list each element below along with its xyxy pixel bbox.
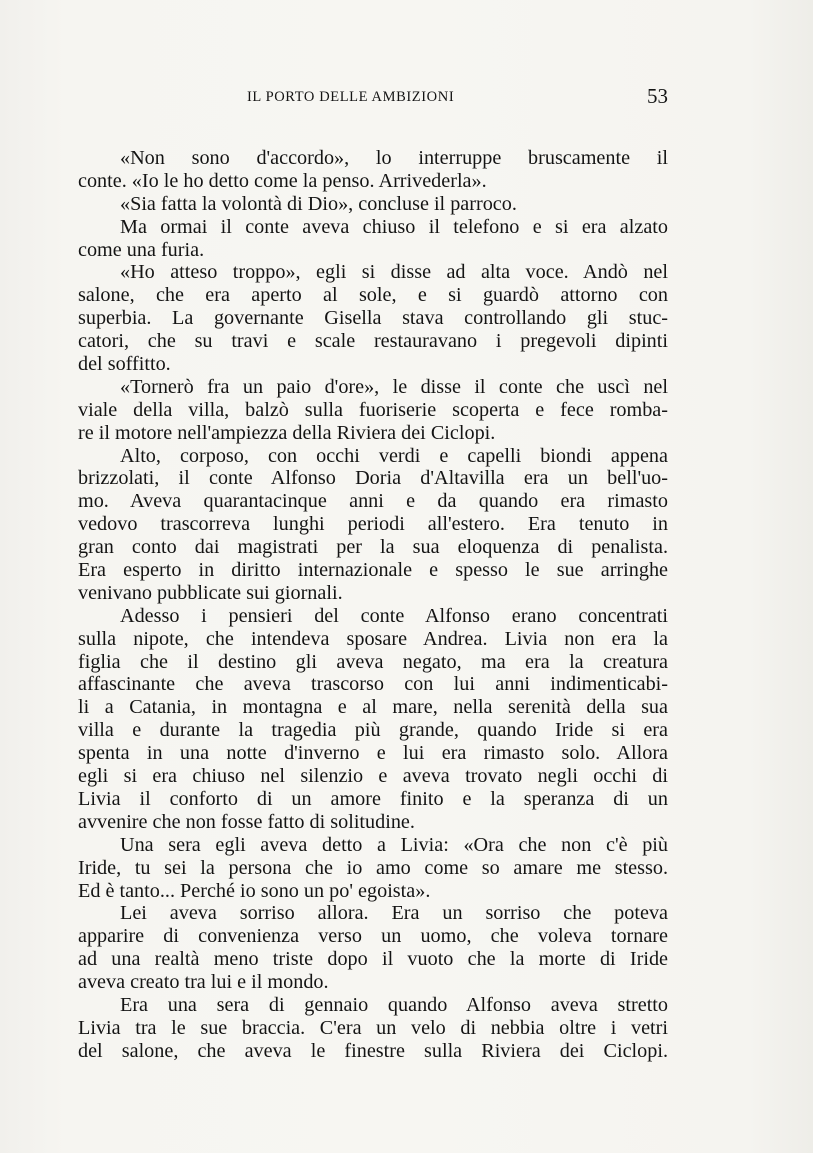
text-line: del salone, che aveva le finestre sulla Riviera dei Ciclopi.: [78, 1039, 668, 1062]
text-line: superbia. La governante Gisella stava controllando gli stuc-: [78, 307, 668, 330]
text-line: conte. «Io le ho detto come la penso. Arrivederla».: [78, 169, 487, 192]
text-line: brizzolati, il conte Alfonso Doria d'Altavilla era un bell'uo-: [78, 467, 668, 490]
text-line: Una sera egli aveva detto a Livia: «Ora che non c'è più: [120, 833, 668, 856]
text-line: Lei aveva sorriso allora. Era un sorriso che poteva: [120, 902, 668, 925]
running-title: IL PORTO DELLE AMBIZIONI: [247, 89, 455, 105]
text-line: come una furia.: [78, 238, 205, 261]
text-line: catori, che su travi e scale restauravano i pregevoli dipinti: [78, 330, 668, 353]
text-line: re il motore nell'ampiezza della Riviera dei Ciclopi.: [78, 421, 496, 444]
text-line: vedovo trascorreva lunghi periodi all'estero. Era tenuto in: [78, 513, 668, 536]
text-line: gran conto dai magistrati per la sua eloquenza di penalista.: [78, 536, 668, 559]
text-line: li a Catania, in montagna e al mare, nella serenità della sua: [78, 696, 668, 719]
text-line: avvenire che non fosse fatto di solitudine.: [78, 810, 415, 833]
text-line: aveva creato tra lui e il mondo.: [78, 971, 329, 994]
text-line: Ma ormai il conte aveva chiuso il telefono e si era alzato: [120, 215, 668, 238]
text-line: affascinante che aveva trascorso con lui anni indimenticabi-: [78, 673, 668, 696]
text-line: «Ho atteso troppo», egli si disse ad alta voce. Andò nel: [120, 261, 668, 284]
page-number: 53: [647, 84, 668, 108]
text-line: «Tornerò fra un paio d'ore», le disse il conte che uscì nel: [120, 375, 668, 398]
text-line: mo. Aveva quarantacinque anni e da quando era rimasto: [78, 490, 668, 513]
text-line: spenta in una notte d'inverno e lui era rimasto solo. Allora: [78, 742, 668, 765]
text-line: salone, che era aperto al sole, e si guardò attorno con: [78, 284, 668, 307]
text-line: figlia che il destino gli aveva negato, ma era la creatura: [78, 650, 668, 673]
text-line: Ed è tanto... Perché io sono un po' egoista».: [78, 879, 431, 902]
text-line: «Sia fatta la volontà di Dio», concluse il parroco.: [120, 192, 517, 215]
text-line: venivano pubblicate sui giornali.: [78, 581, 343, 604]
text-line: Adesso i pensieri del conte Alfonso erano concentrati: [120, 604, 668, 627]
text-line: ad una realtà meno triste dopo il vuoto che la morte di Iride: [78, 948, 668, 971]
text-line: Era una sera di gennaio quando Alfonso aveva stretto: [120, 993, 668, 1016]
running-head: [78, 86, 670, 110]
text-line: viale della villa, balzò sulla fuoriserie scoperta e fece romba-: [78, 398, 668, 421]
text-line: villa e durante la tragedia più grande, quando Iride si era: [78, 719, 668, 742]
text-line: Alto, corposo, con occhi verdi e capelli biondi appena: [120, 444, 668, 467]
body-text: [78, 147, 668, 1063]
text-line: apparire di convenienza verso un uomo, che voleva tornare: [78, 925, 668, 948]
text-line: sulla nipote, che intendeva sposare Andrea. Livia non era la: [78, 627, 668, 650]
text-line: egli si era chiuso nel silenzio e aveva trovato negli occhi di: [78, 765, 668, 788]
text-line: Livia tra le sue braccia. C'era un velo di nebbia oltre i vetri: [78, 1016, 668, 1039]
text-line: Era esperto in diritto internazionale e spesso le sue arringhe: [78, 559, 668, 582]
text-line: «Non sono d'accordo», lo interruppe bruscamente il: [120, 147, 668, 169]
text-line: del soffitto.: [78, 353, 171, 376]
text-line: Iride, tu sei la persona che io amo come so amare me stesso.: [78, 856, 668, 879]
text-line: Livia il conforto di un amore finito e la speranza di un: [78, 787, 668, 810]
